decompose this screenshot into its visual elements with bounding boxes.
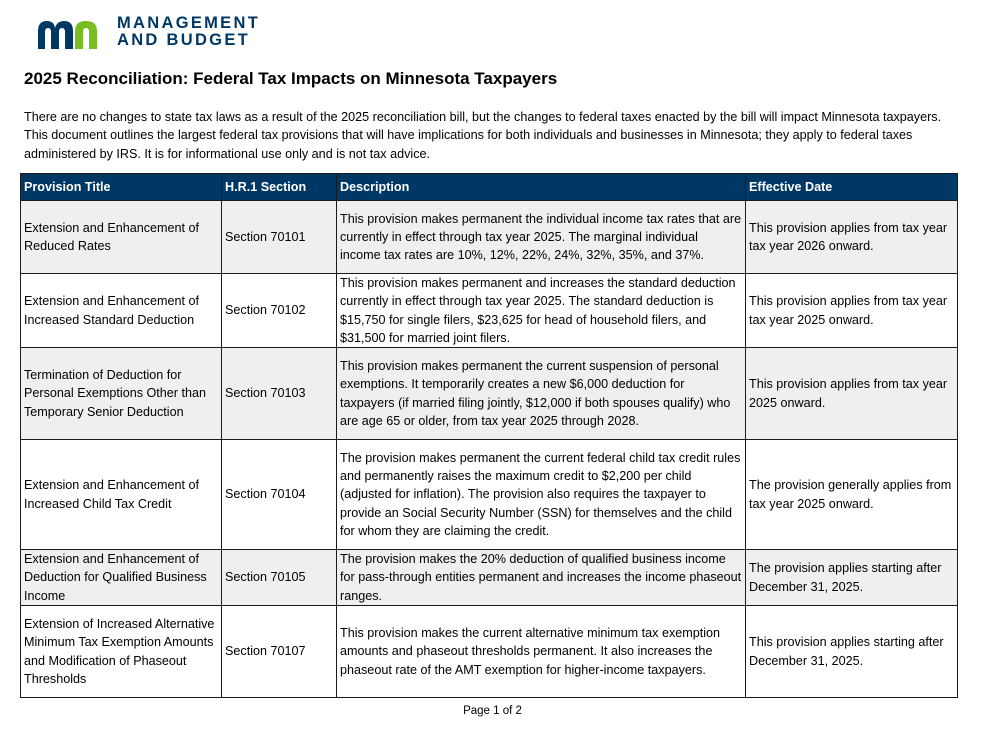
table-row xyxy=(21,201,958,274)
provision-title-cell: Extension and Enhancement of Reduced Rates xyxy=(21,201,222,274)
provision-title-cell: Extension and Enhancement of Increased Child Tax Credit xyxy=(21,440,222,550)
table-header-row xyxy=(21,174,958,201)
mmb-logo xyxy=(35,14,260,50)
provision-title-cell: Extension of Increased Alternative Minimum Tax Exemption Amounts and Modification of Phaseout Thresholds xyxy=(21,606,222,698)
table-row xyxy=(21,348,958,440)
description-cell: This provision makes permanent and increases the standard deduction currently in effect through tax year 2025. The standard deduction is $15,750 for single filers, $23,625 for head of household filers, and $31,500 for married joint filers. xyxy=(337,274,746,348)
logo-line-2: AND BUDGET xyxy=(117,31,250,49)
provision-title-cell: Extension and Enhancement of Increased Standard Deduction xyxy=(21,274,222,348)
section-cell: Section 70103 xyxy=(222,348,337,440)
description-cell: The provision makes permanent the current federal child tax credit rules and permanently raises the maximum credit to $2,200 per child (adjusted for inflation). The provision also requires the taxpayer to provide an Social Security Number (SSN) for themselves and the child for whom they are claiming the credit. xyxy=(337,440,746,550)
col-header-effective-date: Effective Date xyxy=(746,174,958,201)
table-row xyxy=(21,606,958,698)
section-cell: Section 70101 xyxy=(222,201,337,274)
logo-line-1: MANAGEMENT xyxy=(117,14,261,32)
provisions-table xyxy=(20,173,958,698)
description-cell: This provision makes permanent the current suspension of personal exemptions. It temporarily creates a new $6,000 deduction for taxpayers (if married filing jointly, $12,000 if both spouses qualify) who are age 65 or older, from tax year 2025 through 2028. xyxy=(337,348,746,440)
section-cell: Section 70107 xyxy=(222,606,337,698)
table-row xyxy=(21,550,958,606)
description-cell: This provision makes the current alternative minimum tax exemption amounts and phaseout thresholds permanent. It also increases the phaseout rate of the AMT exemption for higher-income taxpayers. xyxy=(337,606,746,698)
effective-date-cell: The provision generally applies from tax year 2025 onward. xyxy=(746,440,958,550)
col-header-provision-title: Provision Title xyxy=(21,174,222,201)
description-cell: The provision makes the 20% deduction of qualified business income for pass-through entities permanent and increases the income phaseout ranges. xyxy=(337,550,746,606)
col-header-section: H.R.1 Section xyxy=(222,174,337,201)
page-title: 2025 Reconciliation: Federal Tax Impacts on Minnesota Taxpayers xyxy=(24,69,558,88)
provision-title-cell: Extension and Enhancement of Deduction for Qualified Business Income xyxy=(21,550,222,606)
section-cell: Section 70102 xyxy=(222,274,337,348)
effective-date-cell: This provision applies from tax year tax year 2026 onward. xyxy=(746,201,958,274)
table-row xyxy=(21,440,958,550)
effective-date-cell: This provision applies from tax year tax year 2025 onward. xyxy=(746,274,958,348)
effective-date-cell: This provision applies starting after December 31, 2025. xyxy=(746,606,958,698)
description-cell: This provision makes permanent the individual income tax rates that are currently in effect through tax year 2025. The marginal individual income tax rates are 10%, 12%, 22%, 24%, 32%, 35%, and 37%. xyxy=(337,201,746,274)
effective-date-cell: This provision applies from tax year 2025 onward. xyxy=(746,348,958,440)
intro-paragraph: There are no changes to state tax laws as a result of the 2025 reconciliation bill, but the changes to federal taxes enacted by the bill will impact Minnesota taxpayers. This document outlines the largest federal tax provisions that will have implications for both individuals and businesses in Minnesota; they apply to federal taxes administered by IRS. It is for informational use only and is not tax advice. xyxy=(24,110,942,161)
page-number: Page 1 of 2 xyxy=(463,705,522,717)
section-cell: Section 70104 xyxy=(222,440,337,550)
table-row xyxy=(21,274,958,348)
provision-title-cell: Termination of Deduction for Personal Exemptions Other than Temporary Senior Deduction xyxy=(21,348,222,440)
effective-date-cell: The provision applies starting after December 31, 2025. xyxy=(746,550,958,606)
col-header-description: Description xyxy=(337,174,746,201)
section-cell: Section 70105 xyxy=(222,550,337,606)
mn-logo-icon xyxy=(35,15,107,49)
